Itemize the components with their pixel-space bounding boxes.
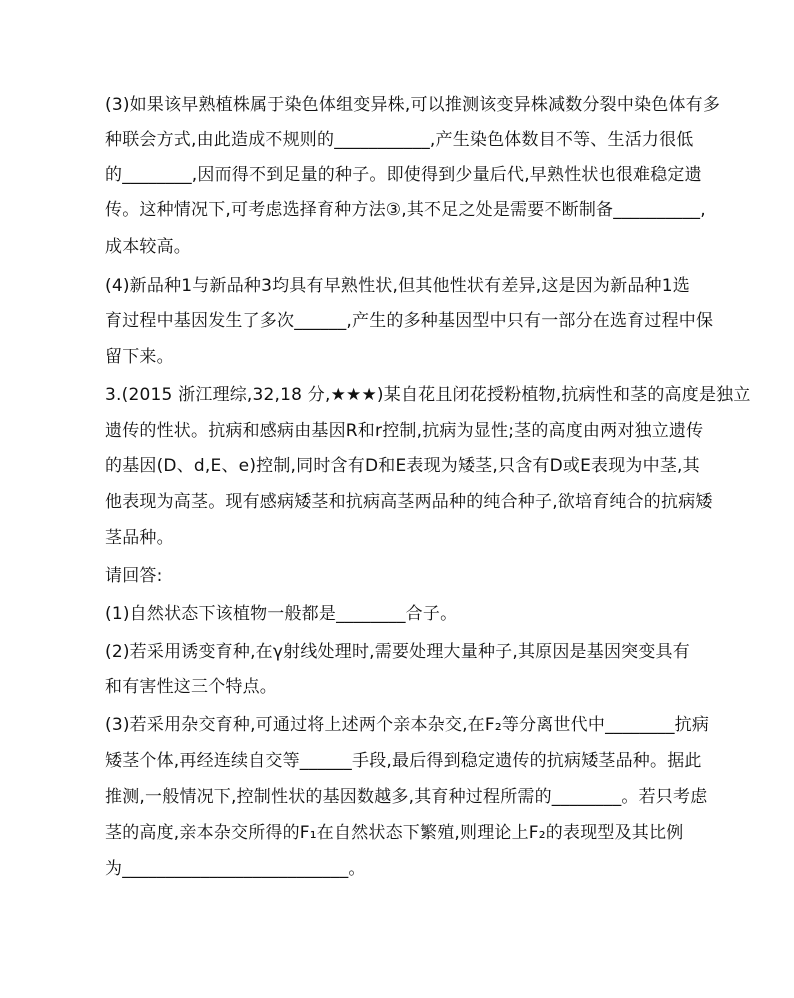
text-line: (1)自然状态下该植物一般都是________合子。 [105, 604, 458, 624]
text-line: (3)如果该早熟植株属于染色体组变异株,可以推测该变异株减数分裂中染色体有多 [105, 95, 721, 115]
text-line: (3)若采用杂交育种,可通过将上述两个亲本杂交,在F₂等分离世代中________抗病 [105, 715, 710, 735]
text-line: 育过程中基因发生了多次______,产生的多种基因型中只有一部分在选育过程中保 [105, 311, 714, 331]
text-line: (2)若采用诱变育种,在γ射线处理时,需要处理大量种子,其原因是基因突变具有 [105, 642, 690, 662]
text-line: 请回答: [105, 566, 163, 586]
text-line: 推测,一般情况下,控制性状的基因数越多,其育种过程所需的________。若只考虑 [105, 787, 708, 807]
text-line: 和有害性这三个特点。 [105, 677, 277, 697]
text-line: 的________,因而得不到足量的种子。即使得到少量后代,早熟性状也很难稳定遗 [105, 165, 702, 185]
text-line: 种联会方式,由此造成不规则的___________,产生染色体数目不等、生活力很低 [105, 130, 694, 150]
text-line: 为__________________________。 [105, 859, 366, 879]
text-line: 他表现为高茎。现有感病矮茎和抗病高茎两品种的纯合种子,欲培育纯合的抗病矮 [105, 492, 713, 512]
text-line: 留下来。 [105, 347, 174, 367]
text-line: 茎品种。 [105, 528, 174, 548]
text-line: 茎的高度,亲本杂交所得的F₁在自然状态下繁殖,则理论上F₂的表现型及其比例 [105, 823, 684, 843]
text-line: 遗传的性状。抗病和感病由基因R和r控制,抗病为显性;茎的高度由两对独立遗传 [105, 421, 704, 441]
text-line: 3.(2015 浙江理综,32,18 分,★★★)某自花且闭花授粉植物,抗病性和茎的高度是独立 [105, 385, 751, 405]
text-line: (4)新品种1与新品种3均具有早熟性状,但其他性状有差异,这是因为新品种1选 [105, 276, 690, 296]
text-line: 传。这种情况下,可考虑选择育种方法③,其不足之处是需要不断制备__________, [105, 200, 706, 220]
text-line: 成本较高。 [105, 237, 191, 257]
text-line: 矮茎个体,再经连续自交等______手段,最后得到稳定遗传的抗病矮茎品种。据此 [105, 751, 702, 771]
text-line: 的基因(D、d,E、e)控制,同时含有D和E表现为矮茎,只含有D或E表现为中茎,其 [105, 456, 700, 476]
